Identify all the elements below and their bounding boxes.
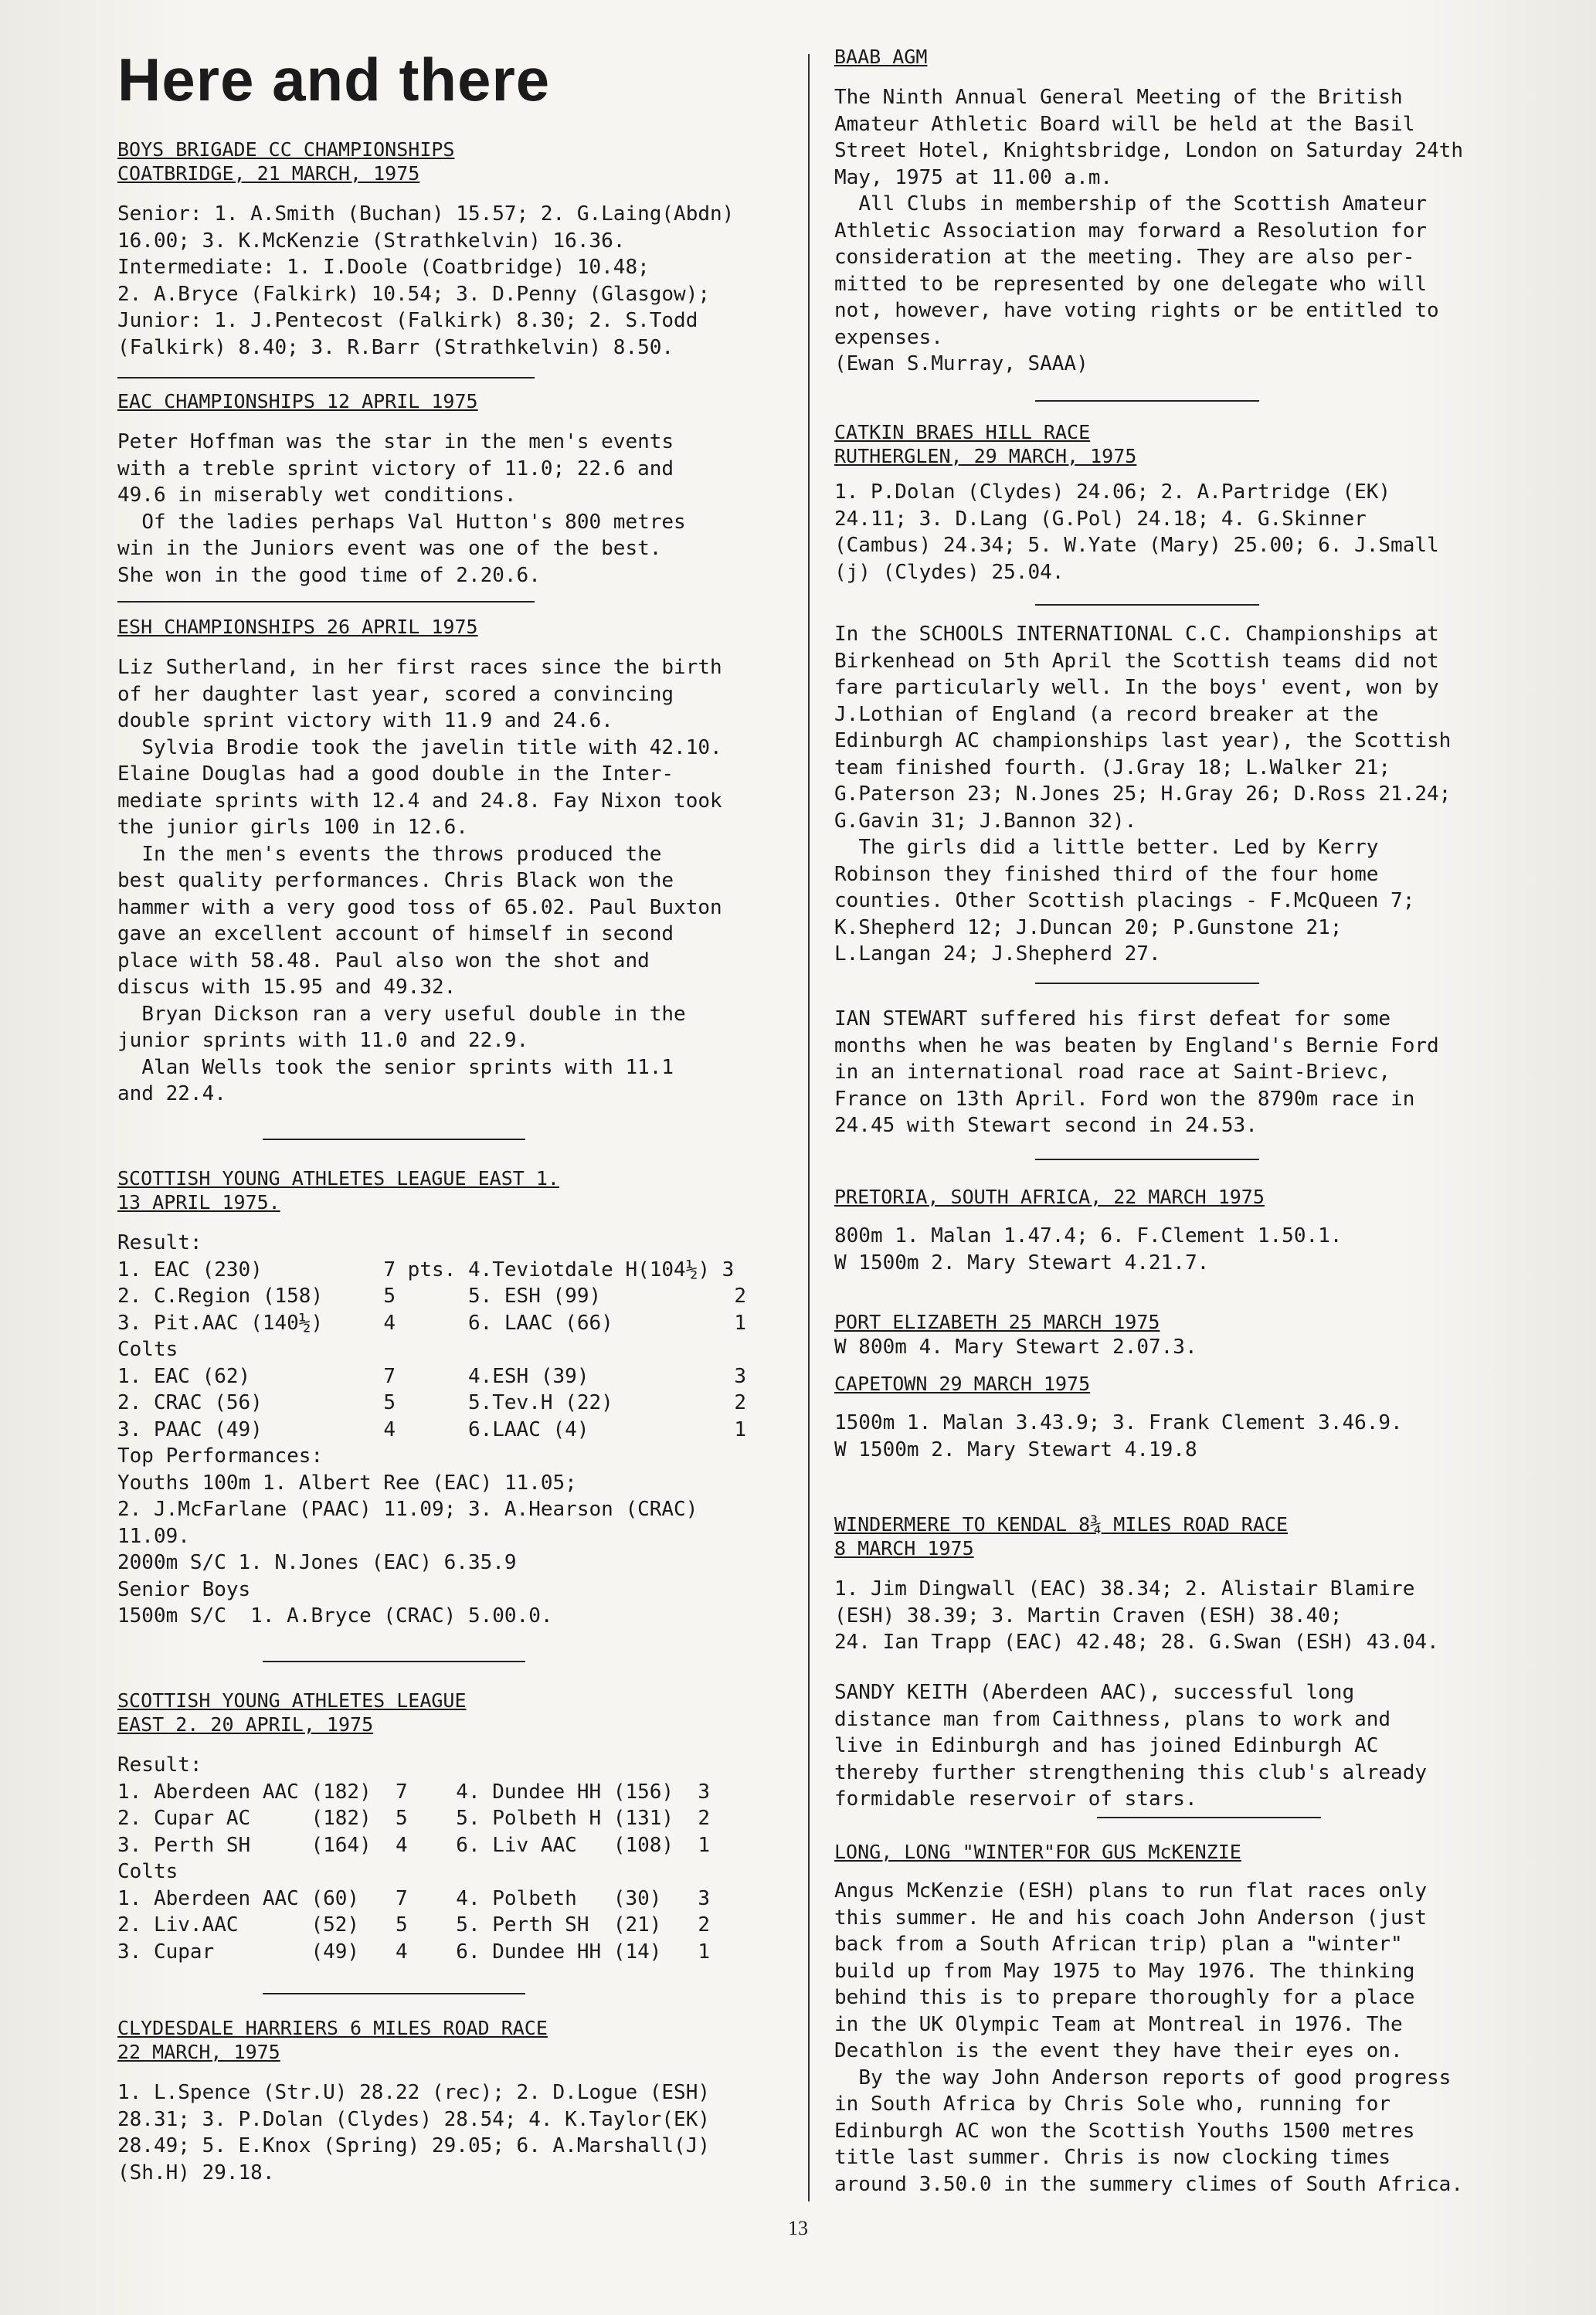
windermere-article bbox=[834, 1512, 1530, 1656]
esh-championships-article bbox=[117, 615, 797, 1108]
article-heading: PRETORIA, SOUTH AFRICA, 22 MARCH 1975 bbox=[834, 1186, 1265, 1208]
article-body: Peter Hoffman was the star in the men's events with a treble sprint victory of 11.0; 22.6 and 49.6 in miserably wet conditions. Of the ladies perhaps Val Hutton's 800 metres win in the Juniors event was one of the best. She won in the good time of 2.20.6. bbox=[117, 430, 686, 587]
article-body: In the SCHOOLS INTERNATIONAL C.C. Championships at Birkenhead on 5th April the Scottish teams did not fare particularly well. In the boys' event, won by J.Lothian of England (a record breaker at the Edinburgh AC championships last year), the Scottish team finished fourth. (J.Gray 18; L.Walker 21; G.Paterson 23; N.Jones 25; H.Gray 26; D.Ross 21.24; G.Gavin 31; J.Bannon 32). The girls did a little better. Led by Kerry Robinson they finished third of the four home counties. Other Scottish placings - F.McQueen 7; K.Shepherd 12; J.Duncan 20; P.Gunstone 21; L.Langan 24; J.Shepherd 27. bbox=[834, 623, 1452, 966]
sandy-keith-article bbox=[834, 1679, 1530, 1813]
article-subheading: EAST 2. 20 APRIL, 1975 bbox=[117, 1713, 374, 1736]
page-number: 13 bbox=[788, 2217, 808, 2239]
article-heading: SCOTTISH YOUNG ATHLETES LEAGUE bbox=[117, 1689, 467, 1712]
article-body: Liz Sutherland, in her first races since the birth of her daughter last year, scored a convincing double sprint victory with 11.9 and 24.6. Sylvia Brodie took the javelin title with 42.10. Elaine Douglas had a good double in the Inter- mediate sprints with 12.4 and 24.8. Fay Nixon took the junior girls 100 in 12.6. In the men's events the throws produced the best quality performances. Chris Black won the hammer with a very good toss of 65.02. Paul Buxton gave an excellent account of himself in second place with 58.48. Paul also won the shot and discus with 15.95 and 49.32. Bryan Dickson ran a very useful double in the junior sprints with 11.0 and 22.9. Alan Wells took the senior sprints with 11.1 and 22.4. bbox=[117, 656, 722, 1105]
article-heading: CAPETOWN 29 MARCH 1975 bbox=[834, 1373, 1091, 1395]
section-rule bbox=[1035, 604, 1259, 606]
catkin-braes-article bbox=[834, 420, 1530, 586]
article-body: IAN STEWART suffered his first defeat for some months when he was beaten by England's Bernie Ford in an international road race at Saint-Brievc, France on 13th April. Ford won the 8790m race in 24.45 with Stewart second in 24.53. bbox=[834, 1007, 1439, 1137]
results-text: 1. P.Dolan (Clydes) 24.06; 2. A.Partridge (EK) 24.11; 3. D.Lang (G.Pol) 24.18; 4. G.Skinner (Cambus) 24.34; 5. W.Yate (Mary) 25.00; 6. J.Small (j) (Clydes) 25.04. bbox=[834, 480, 1439, 584]
article-body: Angus McKenzie (ESH) plans to run flat races only this summer. He and his coach John Anderson (just back from a South African trip) plan a "winter" build up from May 1975 to May 1976. The thinking behind this is to prepare thoroughly for a place in the UK Olympic Team at Montreal in 1976. The Decathlon is the event they have their eyes on. By the way John Anderson reports of good progress in South Africa by Chris Sole who, running for Edinburgh AC won the Scottish Youths 1500 metres title last summer. Chris is now clocking times around 3.50.0 in the summery climes of South Africa. bbox=[834, 1879, 1463, 2196]
article-heading: CLYDESDALE HARRIERS 6 MILES ROAD RACE bbox=[117, 2017, 548, 2039]
section-rule bbox=[263, 1661, 525, 1662]
article-heading: BAAB AGM bbox=[834, 46, 928, 68]
article-subheading: COATBRIDGE, 21 MARCH, 1975 bbox=[117, 162, 420, 185]
boys-brigade-article bbox=[117, 137, 797, 361]
results-text: 1. Jim Dingwall (EAC) 38.34; 2. Alistair Blamire (ESH) 38.39; 3. Martin Craven (ESH) 38.40; 24. Ian Trapp (EAC) 42.48; 28. G.Swan (ESH) 43.04. bbox=[834, 1577, 1439, 1654]
section-rule bbox=[1035, 983, 1259, 984]
results-text: Senior: 1. A.Smith (Buchan) 15.57; 2. G.Laing(Abdn) 16.00; 3. K.McKenzie (Strathkelvin) 16.36. Intermediate: 1. I.Doole (Coatbridge) 10.48; 2. A.Bryce (Falkirk) 10.54; 3. D.Penny (Glasgow); Junior: 1. J.Pentecost (Falkirk) 8.30; 2. S.Todd (Falkirk) 8.40; 3. R.Barr (Strathkelvin) 8.50. bbox=[117, 202, 735, 359]
section-rule bbox=[263, 1139, 525, 1140]
page-title: Here and there bbox=[117, 46, 551, 114]
section-rule bbox=[117, 377, 535, 378]
article-subheading: 8 MARCH 1975 bbox=[834, 1537, 974, 1560]
article-heading: WINDERMERE TO KENDAL 8¾ MILES ROAD RACE bbox=[834, 1513, 1288, 1536]
results-text: 1500m 1. Malan 3.43.9; 3. Frank Clement 3.46.9. W 1500m 2. Mary Stewart 4.19.8 bbox=[834, 1411, 1403, 1461]
article-heading: PORT ELIZABETH 25 MARCH 1975 bbox=[834, 1311, 1160, 1333]
schools-international-article bbox=[834, 621, 1530, 968]
results-text: 1. L.Spence (Str.U) 28.22 (rec); 2. D.Logue (ESH) 28.31; 3. P.Dolan (Clydes) 28.54; 4. K.Taylor(EK) 28.49; 5. E.Knox (Spring) 29.05; 6. A.Marshall(J) (Sh.H) 29.18. bbox=[117, 2081, 711, 2184]
section-rule bbox=[1035, 1159, 1259, 1160]
article-heading: EAC CHAMPIONSHIPS 12 APRIL 1975 bbox=[117, 390, 478, 412]
article-subheading: 13 APRIL 1975. bbox=[117, 1191, 280, 1214]
article-body: The Ninth Annual General Meeting of the British Amateur Athletic Board will be held at the Basil Street Hotel, Knightsbridge, London on Saturday 24th May, 1975 at 11.00 a.m. All Clubs in membership of the Scottish Amateur Athletic Association may forward a Resolution for consideration at the meeting. They are also per- mitted to be represented by one delegate who will not, however, have voting rights or be entitled to expenses. (Ewan S.Murray, SAAA) bbox=[834, 86, 1463, 375]
eac-championships-article bbox=[117, 389, 797, 589]
article-heading: ESH CHAMPIONSHIPS 26 APRIL 1975 bbox=[117, 616, 478, 638]
clydesdale-harriers-article bbox=[117, 2016, 797, 2186]
baab-agm-article bbox=[834, 45, 1530, 378]
section-rule bbox=[117, 601, 535, 603]
article-heading: LONG, LONG "WINTER"FOR GUS McKENZIE bbox=[834, 1841, 1241, 1863]
sya-league-east1-article bbox=[117, 1166, 797, 1630]
results-text: W 800m 4. Mary Stewart 2.07.3. bbox=[834, 1336, 1197, 1359]
port-elizabeth-article bbox=[834, 1310, 1530, 1361]
ian-stewart-article bbox=[834, 1006, 1530, 1139]
pretoria-article bbox=[834, 1185, 1530, 1276]
column-divider bbox=[808, 54, 810, 2201]
results-table: Result: 1. EAC (230) 7 pts. 4.Teviotdale H(104½) 3 2. C.Region (158) 5 5. ESH (99) 2 3. Pit.AAC (140½) 4 6. LAAC (66) 1 Colts 1. EAC (62) 7 4.ESH (39) 3 2. CRAC (56) 5 5.Tev.H (22) 2 3. PAAC (49) 4 6.LAAC (4) 1 Top Performances: Youths 100m 1. Albert Ree (EAC) 11.05; 2. J.McFarlane (PAAC) 11.09; 3. A.Hearson (CRAC) 11.09. 2000m S/C 1. N.Jones (EAC) 6.35.9 Senior Boys 1500m S/C 1. A.Bryce (CRAC) 5.00.0. bbox=[117, 1231, 746, 1628]
section-rule bbox=[1035, 400, 1259, 402]
section-rule bbox=[263, 1993, 525, 1994]
article-heading: CATKIN BRAES HILL RACE bbox=[834, 421, 1091, 443]
article-body: SANDY KEITH (Aberdeen AAC), successful long distance man from Caithness, plans to work and live in Edinburgh and has joined Edinburgh AC thereby further strengthening this club's already formidable reservoir of stars. bbox=[834, 1681, 1428, 1811]
gus-mckenzie-article bbox=[834, 1840, 1530, 2198]
section-rule bbox=[1097, 1817, 1321, 1818]
article-heading: BOYS BRIGADE CC CHAMPIONSHIPS bbox=[117, 138, 455, 161]
article-heading: SCOTTISH YOUNG ATHLETES LEAGUE EAST 1. bbox=[117, 1167, 559, 1190]
sya-league-east2-article bbox=[117, 1689, 797, 1965]
results-text: 800m 1. Malan 1.47.4; 6. F.Clement 1.50.1. W 1500m 2. Mary Stewart 4.21.7. bbox=[834, 1224, 1343, 1275]
capetown-article bbox=[834, 1372, 1530, 1463]
article-subheading: 22 MARCH, 1975 bbox=[117, 2041, 280, 2063]
results-table: Result: 1. Aberdeen AAC (182) 7 4. Dundee HH (156) 3 2. Cupar AC (182) 5 5. Polbeth H (131) 2 3. Perth SH (164) 4 6. Liv AAC (108) 1 Colts 1. Aberdeen AAC (60) 7 4. Polbeth (30) 3 2. Liv.AAC (52) 5 5. Perth SH (21) 2 3. Cupar (49) 4 6. Dundee HH (14) 1 bbox=[117, 1753, 711, 1964]
article-subheading: RUTHERGLEN, 29 MARCH, 1975 bbox=[834, 445, 1137, 467]
